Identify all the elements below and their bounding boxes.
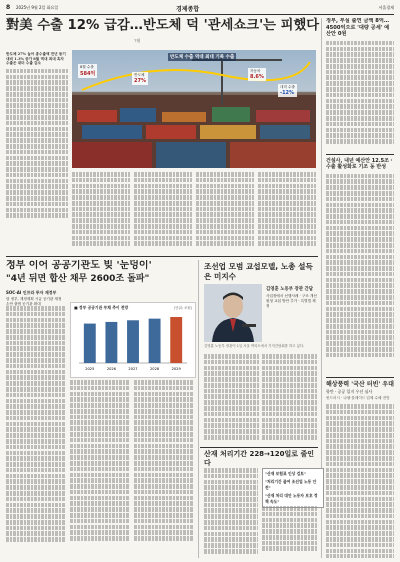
main-lead-paragraph: 반도체 27% 늘어 총수출액 전년 동기 대비 1.3% 증가 8월 역대 최대 흑자 수출은 대미 수출 감소	[6, 52, 66, 66]
debt-chart	[70, 302, 196, 378]
labor-headline: 조선업 모범 교섭모델, 노총 설득은 미지수	[204, 262, 313, 281]
issue-date: 2025년 9월 2일 화요일	[16, 5, 59, 10]
bottom-body-col-2	[262, 506, 318, 558]
labor-body-col-1	[204, 354, 260, 444]
infographic-stat-2	[132, 72, 148, 85]
masthead	[6, 4, 394, 14]
labor-body-col-2	[262, 354, 318, 444]
main-body-col-3	[196, 172, 254, 252]
labor-photo	[204, 284, 262, 342]
container-port-infographic	[72, 50, 316, 168]
stat-label: 8월 수출	[80, 65, 94, 69]
stat-value: 8.6%	[250, 74, 264, 80]
stat-label: 자동차	[250, 69, 261, 73]
page-number: 8	[6, 4, 11, 11]
infographic-stat-3	[248, 68, 266, 81]
labor-subheadline-3: 원청 교섭 방안 추가 · 특별법 제정	[266, 299, 316, 308]
paper-name: 서울경제	[378, 5, 394, 10]
infographic-stat-1	[78, 64, 97, 78]
chart-tick-label: 2025	[85, 367, 95, 371]
masthead-rule	[6, 14, 394, 15]
stat-label: 대미 수출	[280, 85, 296, 89]
bottom-story-rule	[200, 447, 318, 448]
debt-kicker-1: SOC·AI 인프라 투자 재정부	[6, 290, 57, 295]
minister-portrait	[204, 284, 262, 342]
labor-subheadline-1: 김영훈 노동부 장관 간담	[266, 287, 314, 292]
chart-tick-label: 2029	[171, 367, 181, 371]
right-top-headline: 정부, 부실 출연 금액 8억…4500억으로 '대량 공세' 예산안 0원	[326, 18, 390, 38]
debt-kicker-2: 담 정부, 재정계획 시급 공기관 재정 손안 출범 공기관 확대	[6, 297, 62, 306]
labor-photo-caption: 김영훈 노동부 장관이 1일 서울 여의도에서 기자간담회를 하고 있다.	[204, 344, 305, 348]
labor-sidebar	[266, 286, 318, 309]
right-bottom-headline: 해상풍력 '국산 터빈' 우대	[326, 380, 394, 388]
bottom-quote-2: "처리기간 줄여 조선업 노동 안전"	[265, 479, 317, 490]
right-bottom-subheadline-2: 윈드러시 · 나셀·블레이드 업체 수혜 전망	[326, 396, 390, 400]
chart-tick-label: 2026	[106, 367, 116, 371]
main-body-col-2	[134, 172, 192, 252]
chart-title: ■ 정부 공공기관 부채 추이 전망	[74, 305, 129, 310]
debt-headline: 정부 이어 공공기관도 빚 '눈덩이'	[6, 260, 152, 271]
right-top-body	[326, 41, 394, 151]
chart-tick-label: 2027	[128, 367, 138, 371]
main-body-col-1	[72, 172, 130, 252]
bottom-quote-box	[262, 468, 324, 508]
debt-body-col-2	[70, 380, 130, 558]
chart-bar	[127, 320, 139, 363]
right-bottom-body	[326, 404, 394, 558]
right-mid-body	[326, 174, 394, 374]
main-body-col-4	[258, 172, 316, 252]
labor-subheadline-2: 사업장에서 선행사례 · 구조 개선	[266, 294, 317, 298]
chart-tick-label: 2028	[150, 367, 160, 371]
section-divider	[6, 256, 318, 257]
debt-bar-chart	[73, 313, 193, 373]
main-headline: 對美 수출 12% 급감…반도체 덕 '관세쇼크'는 피했다	[6, 18, 320, 33]
infographic-title: 반도체 수출 역대 최대 기록 수출	[170, 55, 235, 60]
bottom-headline: 산재 처리기간 228→120일로 줄인다	[204, 450, 315, 467]
chart-bar	[105, 322, 117, 363]
main-subheadline: 7월	[134, 38, 141, 43]
debt-body-col-3	[134, 380, 194, 558]
stat-value: 27%	[134, 78, 146, 84]
right-column	[326, 18, 394, 558]
container-stacks-illustration	[72, 50, 316, 168]
section-title: 경제종합	[176, 6, 200, 13]
bottom-body-col-1	[204, 468, 258, 558]
right-mid-headline: 건설사, 내년 예산안 12.5조 · 수출 활성화로 기조 동 반성	[326, 157, 393, 171]
right-bottom-subheadline: 항만 · 공공 입지 우선 심사	[326, 389, 373, 394]
infographic-stat-4	[278, 84, 297, 97]
chart-bar	[84, 324, 96, 363]
stat-value: 584억	[80, 71, 96, 77]
main-lead-column	[6, 52, 68, 252]
debt-body-col-1	[6, 306, 66, 558]
bottom-quote-3: "산재 처리 대안 노동자 보호 정책 속도"	[265, 493, 318, 504]
bottom-quote-1: "산재 보험료 인상 검토"	[265, 471, 306, 476]
stat-value: -12%	[280, 90, 295, 96]
chart-bar	[170, 317, 182, 363]
middle-divider	[198, 260, 199, 558]
chart-unit: (단위: 조원)	[174, 306, 192, 310]
chart-bar	[149, 319, 161, 363]
debt-subheadline: "4년 뒤면 합산 채무 2600조 돌파"	[6, 274, 150, 284]
stat-label: 반도체	[134, 73, 145, 77]
